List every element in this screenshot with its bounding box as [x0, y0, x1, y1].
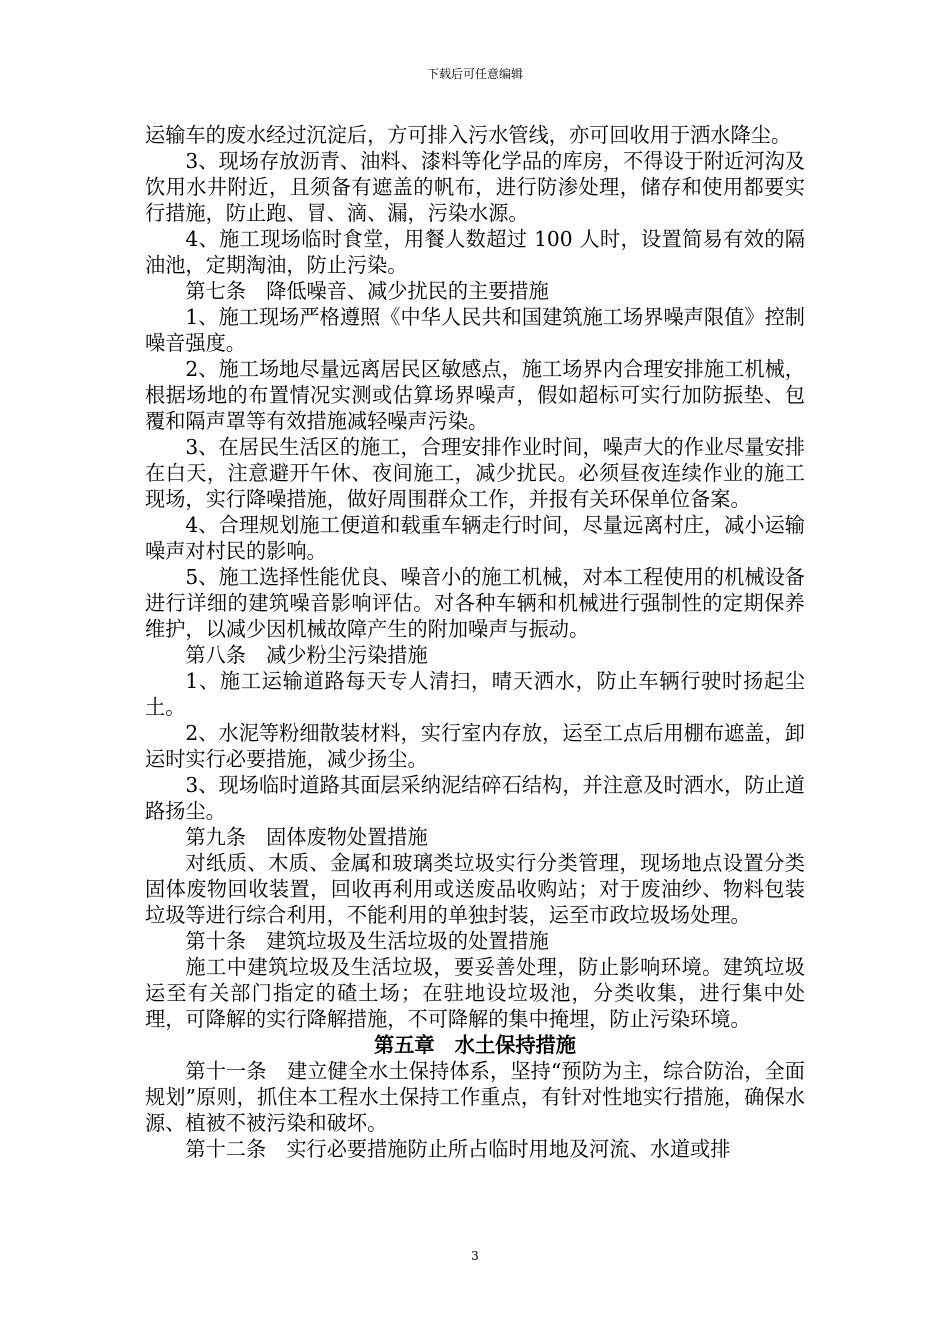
paragraph: 2、施工场地尽量远离居民区敏感点，施工场界内合理安排施工机械，根据场地的布置情况实测或估算场界噪声，假如超标可实行加防振垫、包覆和隔声罩等有效措施减轻噪声污染。 — [145, 357, 805, 433]
paragraph: 第十二条 实行必要措施防止所占临时用地及河流、水道或排 — [185, 1137, 731, 1161]
page-number: 3 — [471, 1249, 479, 1263]
paragraph: 施工中建筑垃圾及生活垃圾，要妥善处理，防止影响环境。建筑垃圾运至有关部门指定的碴土场；在驻地设垃圾池，分类收集，进行集中处理，可降解的实行降解措施，不可降解的集中掩埋，防止污染环境。 — [145, 955, 805, 1031]
paragraph: 对纸质、木质、金属和玻璃类垃圾实行分类管理，现场地点设置分类固体废物回收装置，回收再利用或送废品收购站；对于废油纱、物料包装垃圾等进行综合利用，不能利用的单独封装，运至市政垃圾场处理。 — [145, 851, 805, 927]
paragraph: 4、合理规划施工便道和载重车辆走行时间，尽量远离村庄，减小运输噪声对村民的影响。 — [145, 513, 805, 563]
paragraph: 3、在居民生活区的施工，合理安排作业时间，噪声大的作业尽量安排在白天，注意避开午休、夜间施工，减少扰民。必须昼夜连续作业的施工现场，实行降噪措施，做好周围群众工作，并报有关环保单位备案。 — [145, 435, 805, 511]
page-header: 下载后可任意编辑 — [426, 67, 523, 81]
paragraph: 1、施工现场严格遵照《中华人民共和国建筑施工场界噪声限值》控制噪音强度。 — [145, 305, 805, 355]
paragraph: 第十一条 建立健全水土保持体系，坚持“预防为主，综合防治，全面规划”原则，抓住本工程水土保持工作重点，有针对性地实行措施，确保水源、植被不被污染和破坏。 — [145, 1059, 805, 1135]
article-heading: 第九条 固体废物处置措施 — [185, 825, 428, 849]
paragraph: 3、现场临时道路其面层采纳泥结碎石结构，并注意及时洒水，防止道路扬尘。 — [145, 773, 805, 823]
paragraph-continuation: 运输车的废水经过沉淀后，方可排入污水管线，亦可回收用于洒水降尘。 — [145, 123, 792, 147]
paragraph: 3、现场存放沥青、油料、漆料等化学品的库房，不得设于附近河沟及饮用水井附近，且须备有遮盖的帆布，进行防渗处理，储存和使用都要实行措施，防止跑、冒、滴、漏，污染水源。 — [145, 149, 805, 225]
paragraph: 4、施工现场临时食堂，用餐人数超过 100 人时，设置简易有效的隔油池，定期淘油，防止污染。 — [145, 227, 805, 277]
article-heading: 第十条 建筑垃圾及生活垃圾的处置措施 — [185, 929, 549, 953]
paragraph: 2、水泥等粉细散装材料，实行室内存放，运至工点后用棚布遮盖，卸运时实行必要措施，减少扬尘。 — [145, 721, 805, 771]
paragraph: 1、施工运输道路每天专人清扫，晴天洒水，防止车辆行驶时扬起尘土。 — [145, 669, 805, 719]
paragraph: 5、施工选择性能优良、噪音小的施工机械，对本工程使用的机械设备进行详细的建筑噪音影响评估。对各种车辆和机械进行强制性的定期保养维护，以减少因机械故障产生的附加噪声与振动。 — [145, 565, 805, 641]
article-heading: 第八条 减少粉尘污染措施 — [185, 643, 428, 667]
article-heading: 第七条 降低噪音、减少扰民的主要措施 — [185, 279, 549, 303]
document-body — [145, 122, 805, 1162]
chapter-heading: 第五章 水土保持措施 — [374, 1033, 576, 1057]
